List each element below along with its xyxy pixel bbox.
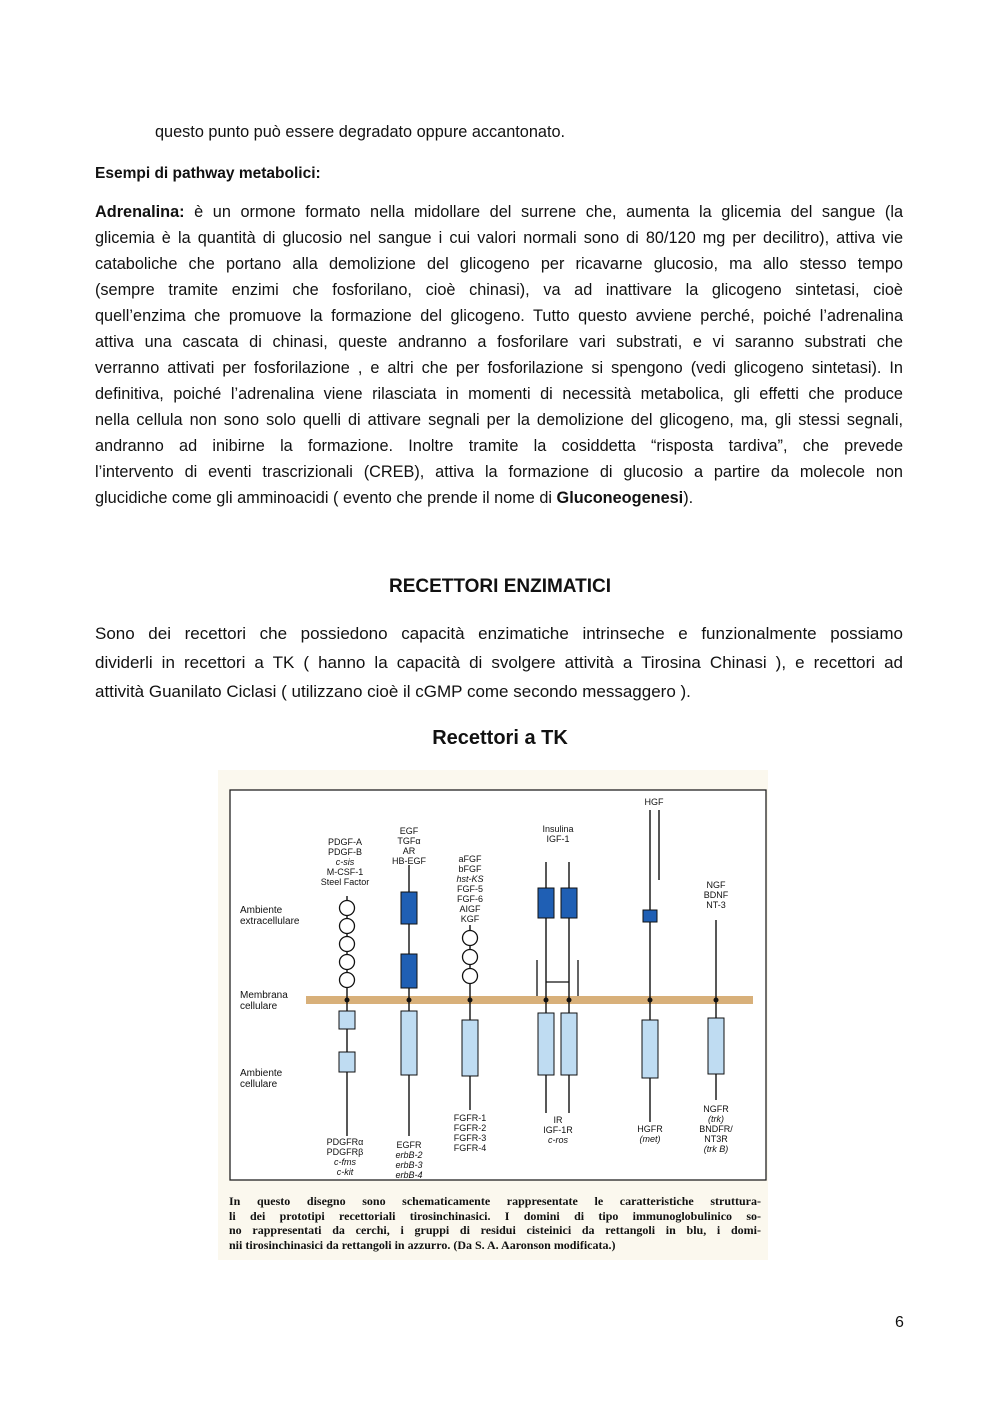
side-label: Ambiente	[240, 1068, 283, 1079]
paragraph-line: verranno attivati per fosforilazione , e altri che per fosforilazione si spengono (vedi glicogeno sintetasi). In	[95, 359, 903, 377]
caption-line: In questo disegno sono schematicamente rappresentate le caratteristiche struttura-	[229, 1194, 761, 1208]
paragraph-line: andranno ad inibirne la formazione. Inoltre tramite la cosiddetta “risposta tardiva”, che prevede	[95, 437, 903, 455]
paragraph-line: quell’enzima che promuove la formazione del glicogeno. Tutto questo avviene perché, poiché l’adrenalina	[95, 307, 903, 325]
ligand-label: HB-EGF	[391, 856, 427, 866]
receptor-label: erbB-2	[395, 1150, 423, 1160]
receptor-label: FGFR-1	[453, 1113, 487, 1123]
ligand-label: TGFα	[397, 836, 421, 846]
receptor-label: BNDFR/	[699, 1124, 733, 1134]
page-number: 6	[895, 1314, 904, 1331]
ligand-label: Insulina	[542, 824, 574, 834]
receptor-label: FGFR-4	[453, 1143, 487, 1153]
ligand-label: FGF-5	[457, 884, 483, 894]
membrane-anchor	[567, 998, 572, 1003]
cysteine-domain	[401, 954, 417, 988]
receptor-label: EGFR	[396, 1140, 422, 1150]
receptor-label: c-fms	[334, 1157, 356, 1167]
side-label: Membrana	[240, 990, 288, 1001]
membrane-anchor	[714, 998, 719, 1003]
cysteine-domain	[538, 888, 554, 918]
ligand-label: AIGF	[459, 904, 481, 914]
ligand-label: KGF	[460, 914, 480, 924]
receptor-label: FGFR-2	[453, 1123, 487, 1133]
diagram-frame	[230, 790, 766, 1180]
ligand-label: NGF	[706, 880, 726, 890]
receptor-label: IR	[553, 1115, 563, 1125]
ligand-label: BDNF	[703, 890, 729, 900]
kinase-domain	[462, 1020, 478, 1076]
receptor-label: (trk)	[708, 1114, 724, 1124]
ig-domain-circle	[340, 937, 355, 952]
receptor-figure	[218, 770, 768, 1260]
kinase-domain	[401, 1011, 417, 1075]
examples-heading: Esempi di pathway metabolici:	[95, 165, 321, 182]
kinase-domain	[339, 1011, 355, 1029]
membrane-anchor	[345, 998, 350, 1003]
paragraph-line: glucidiche come gli amminoacidi ( evento che prende il nome di Gluconeogenesi).	[95, 489, 694, 507]
kinase-domain	[339, 1052, 355, 1072]
receptor-label: c-kit	[336, 1167, 354, 1177]
section-title: RECETTORI ENZIMATICI	[388, 576, 612, 597]
paragraph-line: cataboliche che portano alla demolizione del glicogeno per ricavarne glucosio, ma allo stesso tempo	[95, 255, 903, 273]
ig-domain-circle	[463, 931, 478, 946]
receptor-label: erbB-3	[395, 1160, 423, 1170]
side-label: cellulare	[240, 1079, 278, 1090]
gluconeogenesi-term: Gluconeogenesi	[556, 489, 684, 507]
ig-domain-circle	[340, 973, 355, 988]
section-line: Sono dei recettori che possiedono capacità enzimatiche intrinseche e funzionalmente possiamo	[95, 624, 903, 643]
receptor-label: IGF-1R	[543, 1125, 573, 1135]
paragraph-line: definitiva, poiché l’adrenalina viene rilasciata in momenti di necessità metabolica, gli effetti che produce	[95, 385, 903, 403]
receptor-label: HGFR	[637, 1124, 663, 1134]
kinase-domain	[561, 1013, 577, 1075]
paragraph-line: l’intervento di eventi trascrizionali (CREB), attiva la formazione di glucosio a partire da molecole non	[95, 463, 903, 481]
membrane-anchor	[407, 998, 412, 1003]
ligand-label: bFGF	[458, 864, 482, 874]
ig-domain-circle	[463, 969, 478, 984]
receptor-label: c-ros	[548, 1135, 568, 1145]
section-line: attività Guanilato Ciclasi ( utilizzano cioè il cGMP come secondo messaggero ).	[95, 682, 691, 701]
caption-line: no rappresentati da cerchi, i gruppi di residui cisteinici da rettangoli in blu, i domi-	[229, 1223, 761, 1238]
ig-domain-circle	[463, 950, 478, 965]
caption-line: li dei prototipi recettoriali tirosinchinasici. I domini di tipo immunoglobulinico so-	[229, 1208, 761, 1223]
membrane-anchor	[648, 998, 653, 1003]
cysteine-domain	[401, 892, 417, 924]
ligand-label: AR	[402, 846, 416, 856]
ig-domain-circle	[340, 955, 355, 970]
paragraph-line: nella cellula non sono solo quelli di attivare segnali per la demolizione del glicogeno, ma, gli stessi segnali,	[95, 411, 903, 429]
receptor-diagram	[218, 770, 768, 1260]
ig-domain-circle	[340, 919, 355, 934]
receptor-label: NGFR	[703, 1104, 729, 1114]
side-label: Ambiente	[240, 905, 283, 916]
caption-line: nii tirosinchinasici da rettangoli in azzurro. (Da S. A. Aaronson modificata.)	[229, 1237, 616, 1252]
adrenalina-term: Adrenalina:	[95, 203, 185, 221]
side-label: extracellulare	[240, 916, 300, 927]
receptor-label: (met)	[639, 1134, 661, 1144]
ligand-label: HGF	[644, 797, 664, 807]
cysteine-domain	[643, 910, 657, 922]
figure-caption	[229, 1194, 761, 1252]
ligand-label: PDGF-B	[327, 847, 363, 857]
ligand-label: NT-3	[706, 900, 726, 910]
receptor-label: NT3R	[704, 1134, 728, 1144]
figure-title: Recettori a TK	[432, 727, 568, 749]
paragraph-line: attiva una cascata di chinasi, queste andranno a fosforilare vari substrati, e vi saranno substrati che	[95, 333, 903, 351]
side-label: cellulare	[240, 1001, 278, 1012]
ligand-label: aFGF	[458, 854, 482, 864]
kinase-domain	[538, 1013, 554, 1075]
ligand-label: M-CSF-1	[326, 867, 364, 877]
receptor-label: PDGFRβ	[326, 1147, 364, 1157]
ligand-label: hst-KS	[456, 874, 484, 884]
section-line: dividerli in recettori a TK ( hanno la capacità di svolgere attività a Tirosina Chinasi ), e recettori ad	[95, 653, 903, 672]
paragraph-line: Adrenalina: è un ormone formato nella midollare del surrene che, aumenta la glicemia del sangue (la	[95, 203, 903, 221]
receptor-label: (trk B)	[703, 1144, 729, 1154]
membrane-band	[306, 996, 753, 1004]
receptor-label: erbB-4	[395, 1170, 423, 1180]
paragraph-line: (sempre tramite enzimi che fosforilano, cioè chinasi), va ad inattivare la glicogeno sintetasi, cioè	[95, 281, 903, 299]
receptor-label: FGFR-3	[453, 1133, 487, 1143]
ligand-label: c-sis	[335, 857, 355, 867]
paragraph-line: glicemia è la quantità di glucosio nel sangue i cui valori normali sono di 80/120 mg per decilitro), attiva vie	[95, 229, 903, 247]
ligand-label: PDGF-A	[327, 837, 363, 847]
cysteine-domain	[561, 888, 577, 918]
ig-domain-circle	[340, 901, 355, 916]
membrane-anchor	[468, 998, 473, 1003]
ligand-label: EGF	[399, 826, 419, 836]
receptor-label: PDGFRα	[326, 1137, 364, 1147]
ligand-label: FGF-6	[457, 894, 483, 904]
kinase-domain	[642, 1020, 658, 1078]
intro-line: questo punto può essere degradato oppure accantonato.	[155, 123, 566, 141]
ligand-label: IGF-1	[546, 834, 570, 844]
ligand-label: Steel Factor	[320, 877, 370, 887]
kinase-domain	[708, 1018, 724, 1074]
membrane-anchor	[544, 998, 549, 1003]
